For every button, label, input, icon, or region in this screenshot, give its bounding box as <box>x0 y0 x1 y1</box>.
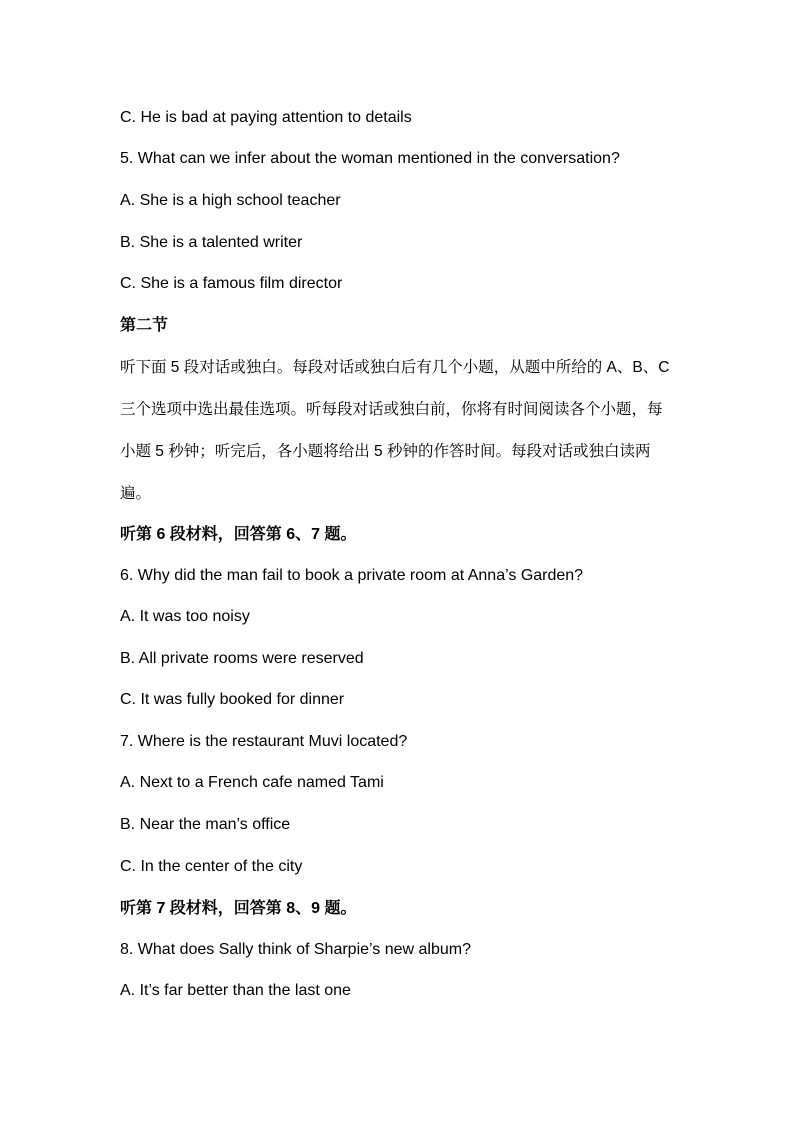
option-5a: A. She is a high school teacher <box>120 192 341 209</box>
instructions-line-4: 遍。 <box>120 485 152 502</box>
option-5c: C. She is a famous film director <box>120 275 343 292</box>
section-heading: 第二节 <box>120 317 169 334</box>
question-7: 7. Where is the restaurant Muvi located? <box>120 733 408 750</box>
question-8: 8. What does Sally think of Sharpie’s new album? <box>120 941 472 958</box>
instructions-line-2: 三个选项中选出最佳选项。听每段对话或独白前，你将有时间阅读各个小题，每 <box>120 401 663 418</box>
option-7c: C. In the center of the city <box>120 858 303 875</box>
instructions-line-3: 小题 5 秒钟；听完后，各小题将给出 5 秒钟的作答时间。每段对话或独白读两 <box>120 443 651 460</box>
question-5: 5. What can we infer about the woman mentioned in the conversation? <box>120 150 620 167</box>
material-6-heading: 听第 6 段材料，回答第 6、7 题。 <box>120 526 357 543</box>
question-6: 6. Why did the man fail to book a private room at Anna’s Garden? <box>120 567 584 584</box>
option-6a: A. It was too noisy <box>120 608 250 625</box>
material-7-heading: 听第 7 段材料，回答第 8、9 题。 <box>120 900 357 917</box>
option-7a: A. Next to a French cafe named Tami <box>120 774 384 791</box>
option-6b: B. All private rooms were reserved <box>120 650 364 667</box>
option-6c: C. It was fully booked for dinner <box>120 691 345 708</box>
instructions-line-1: 听下面 5 段对话或独白。每段对话或独白后有几个小题，从题中所给的 A、B、C <box>120 359 670 376</box>
option-5b: B. She is a talented writer <box>120 234 303 251</box>
option-7b: B. Near the man’s office <box>120 816 291 833</box>
option-8a: A. It’s far better than the last one <box>120 982 351 999</box>
option-4c: C. He is bad at paying attention to details <box>120 109 412 126</box>
